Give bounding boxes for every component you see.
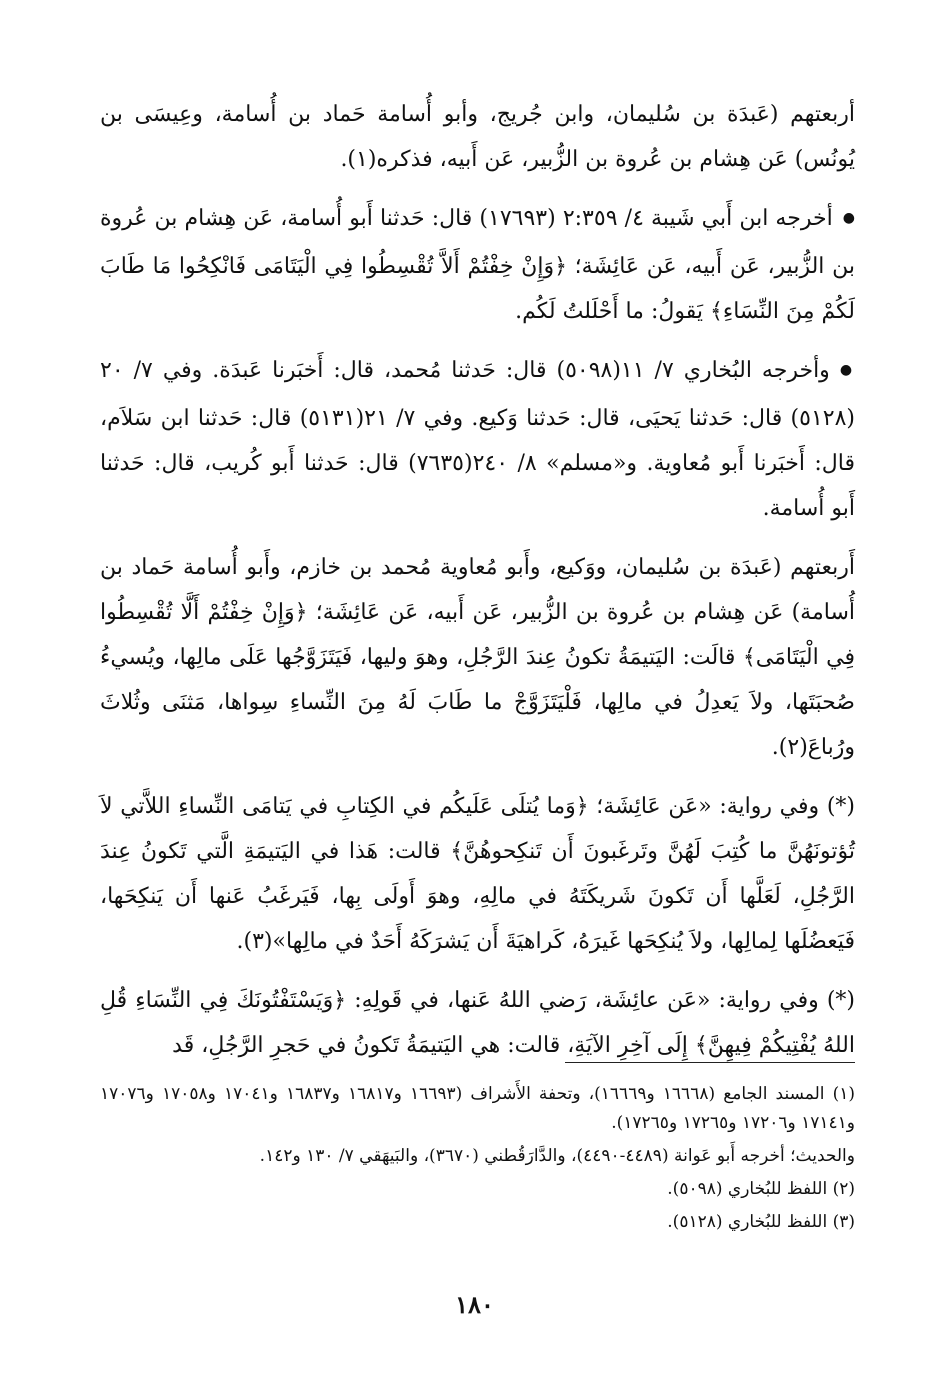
footnote-separator	[565, 1062, 855, 1063]
paragraph-2-bullet: ● أخرجه ابن أَبي شَيبة ٤/ ٢:٣٥٩ (١٧٦٩٣) قال: حَدثنا أَبو أُسامة، عَن هِشام بن عُروة بن الزُّبير، عَن أَبيه، عَن عَائِشَة؛ ﴿وَإِنْ خِفْتُمْ أَلاَّ تُقْسِطُوا فِي الْيَتَامَى فَانْكِحُوا مَا طَابَ لَكُمْ مِنَ النِّسَاءِ﴾ يَقولُ: ما أَحْلَلتُ لَكُم.	[100, 196, 855, 334]
paragraph-1: أربعتهم (عَبدَة بن سُليمان، وابن جُريج، وأبو أُسامة حَماد بن أُسامة، وعِيسَى بن يُونُس) عَن هِشام بن عُروة بن الزُّبير، عَن أَبيه، فذكره(١).	[100, 102, 855, 172]
paragraph-6-variant: (*) وفي رواية: «عَن عائِشَة، رَضي اللهُ عَنها، في قَولِهِ: ﴿وَيَسْتَفْتُونَكَ فِي النِّسَاءِ قُلِ اللهُ يُفْتِيكُمْ فِيهِنَّ﴾ إِلَى آخِرِ الآيَةِ، قالت: هي اليَتيمَةُ تَكونُ في حَجرِ الرَّجُلِ، قَد	[100, 988, 855, 1058]
footnote-2: (٢) اللفظ للبُخاري (٥٠٩٨).	[667, 1179, 855, 1199]
footnote-1: (١) المسند الجامع (١٦٦٦٨ و١٦٦٦٩)، وتحفة الأَشراف (١٦٦٩٣ و١٦٨١٧ و١٦٨٣٧ و١٧٠٤١ و١٧٠٥٨ و١٧٠٧٦ و١٧١٤١ و١٧٢٠٦ و١٧٢٦٥ و١٧٢٦٥).	[100, 1084, 856, 1133]
paragraph-5-variant: (*) وفي رواية: «عَن عَائِشَة؛ ﴿وَما يُتلَى عَلَيكُم في الكِتابِ في يَتامَى النِّساءِ اللاَّتي لاَ تُؤتونَهُنَّ ما كُتِبَ لَهُنَّ وتَرغَبونَ أَن تَنكِحوهُنَّ﴾ قالت: هَذا في اليَتيمَةِ الَّتي تَكونُ عِندَ الرَّجُلِ، لَعَلَّها أَن تَكونَ شَريكَتَهُ في مالِهِ، وهوَ أَولَى بِها، فَيَرغَبُ عَنها أَن يَنكِحَها، فَيَعضُلَها لِمالِها، ولاَ يُنكِحَها غَيرَهُ، كَراهيَةَ أَن يَشرَكَهُ أَحَدٌ في مالِها»(٣).	[100, 794, 855, 954]
page-number: ١٨٠	[455, 1290, 494, 1319]
main-text	[100, 92, 855, 1082]
footnotes	[100, 1080, 855, 1241]
footnote-1-continued: والحديث؛ أخرجه أَبو عَوانة (٤٤٨٩-٤٤٩٠)، والدَّارَقُطني (٣٦٧٠)، والبَيهَقي ٧/ ١٣٠ و١٤٢.	[259, 1146, 855, 1166]
paragraph-3-bullet: ● وأخرجه البُخاري ٧/ ١١(٥٠٩٨) قال: حَدثنا مُحمد، قال: أَخبَرنا عَبدَة. وفي ٧/ ٢٠ (٥١٢٨) قال: حَدثنا يَحيَى، قال: حَدثنا وَكيع. وفي ٧/ ٢١(٥١٣١) قال: حَدثنا ابن سَلاَم، قال: أَخبَرنا أَبو مُعاوية. و«مسلم» ٨/ ٢٤٠(٧٦٣٥) قال: حَدثنا أَبو كُريب، قال: حَدثنا أَبو أُسامة.	[100, 348, 855, 531]
paragraph-4: أَربعتهم (عَبدَة بن سُليمان، ووَكيع، وأَبو مُعاوية مُحمد بن خازم، وأَبو أُسامة حَماد بن أُسامة) عَن هِشام بن عُروة بن الزُّبير، عَن أَبيه، عَن عَائِشَة؛ ﴿وَإِنْ خِفْتُمْ أَلَّا تُقْسِطُوا فِي الْيَتَامَى﴾ قالَت: اليَتيمَةُ تكونُ عِندَ الرَّجُلِ، وهوَ وليها، فَيَتَزَوَّجُها عَلَى مالِها، ويُسيءُ صُحبَتَها، ولاَ يَعدِلُ في مالِها، فَلْيَتَزَوَّجْ ما طَابَ لَهُ مِنَ النِّساءِ سِواها، مَثنَى وثُلاثَ ورُباعَ(٢).	[100, 555, 855, 760]
footnote-3: (٣) اللفظ للبُخاري (٥١٢٨).	[667, 1212, 855, 1232]
